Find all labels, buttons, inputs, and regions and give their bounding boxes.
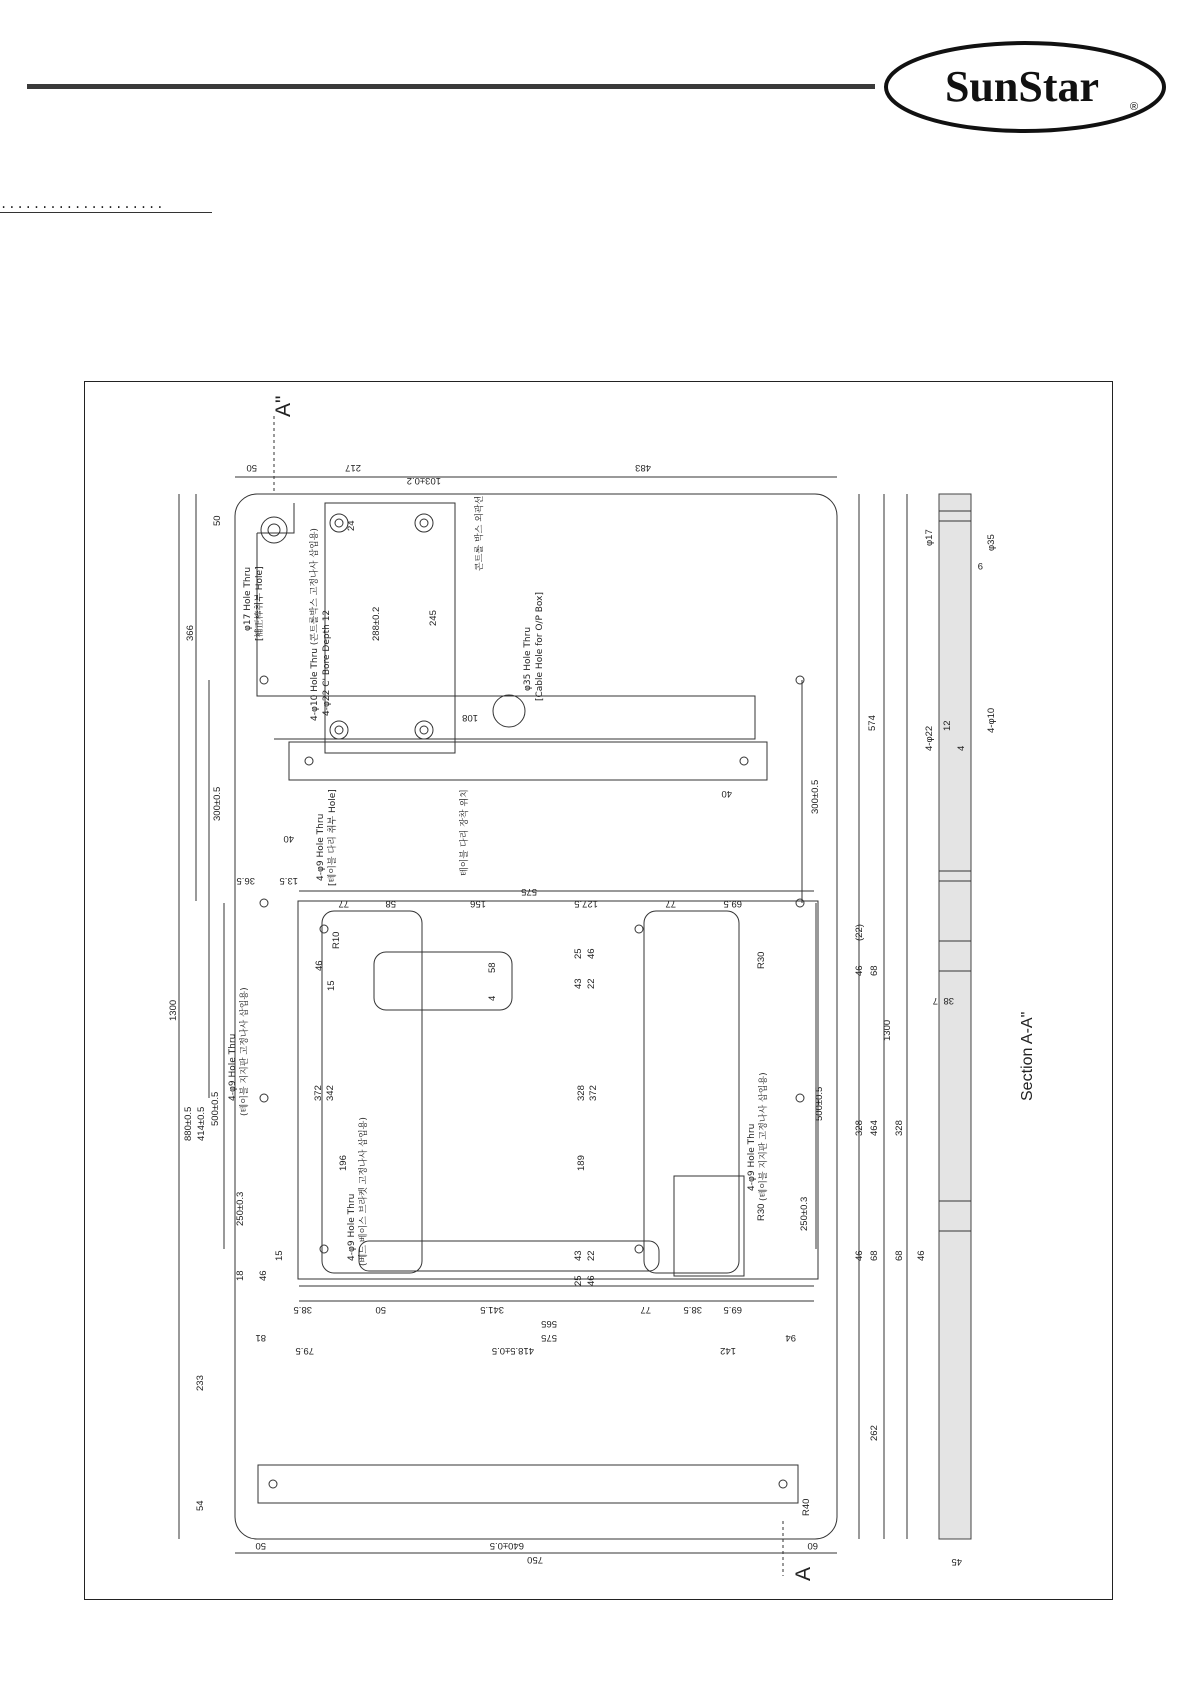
dim-misc: 69.5: [723, 898, 742, 909]
section-marker-top: A": [272, 395, 295, 417]
dim-misc: 69.5: [723, 1304, 742, 1315]
dim-misc: 142: [720, 1345, 736, 1356]
dim-misc: 108: [462, 712, 478, 723]
note-right-holes-sub: (테이블 지지판 고정나사 삽입용): [759, 1072, 769, 1201]
dim-left: 414±0.5: [196, 1106, 207, 1141]
dim-misc: 22: [586, 978, 597, 989]
leg-bar-top: [289, 742, 767, 780]
dim-misc: 81: [255, 1332, 266, 1343]
note-hole-10: 4-φ10 Hole Thru (콘트롤박스 고정나사 삽입용): [310, 528, 320, 721]
dim-top: 103±0.2: [406, 475, 441, 486]
drawing-canvas: [84, 381, 1113, 1600]
dim-misc: 9: [977, 560, 983, 571]
dim-top: 50: [246, 462, 257, 473]
dim-misc: φ35: [986, 534, 997, 551]
dim-misc: 7: [932, 995, 938, 1006]
header-rule: [27, 84, 875, 89]
brand-wordmark: SunStar: [944, 62, 1100, 111]
dim-misc: 127.5: [574, 898, 598, 909]
dim-left: 880±0.5: [183, 1106, 194, 1141]
dim-misc: 40: [283, 833, 294, 844]
dim-misc: 15: [326, 980, 337, 991]
section-leader: ....................: [0, 197, 165, 211]
note-cable-hole: φ35 Hole Thru: [523, 626, 533, 691]
dim-misc: 77: [640, 1304, 651, 1315]
dim-misc: 38.5: [683, 1304, 702, 1315]
section-leader-underline: [0, 212, 212, 213]
dim-misc: R30: [756, 1203, 767, 1221]
dim-misc: 22: [586, 1250, 597, 1261]
dim-misc: R40: [801, 1498, 812, 1516]
note-hole-17-sub: [補正棒취부 Hole]: [255, 566, 265, 641]
dim-misc: 46: [586, 1275, 597, 1286]
dim-right: 262: [869, 1425, 880, 1441]
dim-left: 250±0.3: [235, 1191, 246, 1226]
dim-misc: 77: [665, 898, 676, 909]
dim-misc: 372: [588, 1085, 599, 1101]
dim-misc: 46: [854, 965, 865, 976]
dim-misc: 4-φ10: [986, 707, 997, 733]
dim-right: 328: [854, 1120, 865, 1136]
dim-misc: 189: [576, 1155, 587, 1171]
note-center-holes: 4-φ9 Hole Thru: [347, 1193, 357, 1261]
dim-misc: R30: [756, 951, 767, 969]
dim-misc: 13.5: [279, 875, 298, 886]
dim-left: 50: [212, 515, 223, 526]
section-title: Section A-A": [1019, 1011, 1036, 1101]
dim-misc: 68: [894, 1250, 905, 1261]
dim-misc: 68: [869, 965, 880, 976]
dim-right: 300±0.5: [810, 779, 821, 814]
dim-misc: 50: [375, 1304, 386, 1315]
dim-misc: 12: [942, 720, 953, 731]
dim-bottom: 50: [255, 1540, 266, 1551]
registered-mark: ®: [1130, 101, 1139, 113]
dim-misc: 156: [470, 898, 486, 909]
note-left-holes-sub: (테이블 지지판 고정나사 삽입용): [240, 987, 250, 1116]
section-marker-bottom: A: [792, 1566, 815, 1581]
dim-left: 500±0.5: [210, 1091, 221, 1126]
dim-misc: 46: [916, 1250, 927, 1261]
dim-misc: 43: [573, 1250, 584, 1261]
dim-misc: 43: [573, 978, 584, 989]
dim-misc: 4-φ22: [924, 725, 935, 751]
note-leg-holes-sub: [테이블 다리 취부 Hole]: [328, 789, 338, 886]
dim-misc: 58: [385, 898, 396, 909]
note-control-box-outline: 콘트롤 박스 외곽선: [475, 495, 485, 571]
dim-misc: (22): [854, 924, 865, 941]
dim-misc: R10: [331, 931, 342, 949]
leg-bar-bottom: [258, 1465, 798, 1503]
dim-misc: 341.5: [480, 1304, 504, 1315]
dim-right: 574: [867, 715, 878, 731]
dim-misc: 18: [235, 1270, 246, 1281]
dim-misc: 68: [869, 1250, 880, 1261]
control-box: [325, 503, 455, 753]
dim-misc: 36.5: [236, 875, 255, 886]
note-right-holes: 4-φ9 Hole Thru: [747, 1123, 757, 1191]
dim-bottom: 750: [527, 1554, 543, 1565]
note-cable-hole-sub: [Cable Hole for O/P Box]: [535, 592, 545, 701]
note-left-holes: 4-φ9 Hole Thru: [228, 1033, 238, 1101]
dim-misc: 38: [943, 995, 954, 1006]
dim-misc: 46: [854, 1250, 865, 1261]
dim-misc: 79.5: [295, 1345, 314, 1356]
dim-misc: 24: [346, 520, 357, 531]
dim-misc: 565: [541, 1318, 557, 1329]
dim-misc: 40: [721, 788, 732, 799]
dim-right: 500±0.5: [814, 1086, 825, 1121]
dim-left: 1300: [168, 999, 179, 1021]
dim-left: 54: [195, 1500, 206, 1511]
dim-right: 250±0.3: [799, 1196, 810, 1231]
dim-misc: φ17: [924, 529, 935, 546]
dim-misc: 46: [258, 1270, 269, 1281]
dim-misc: 196: [338, 1155, 349, 1171]
dim-misc: 45: [951, 1556, 962, 1567]
dim-left: 300±0.5: [212, 786, 223, 821]
dim-misc: 288±0.2: [371, 606, 382, 641]
note-leg-position: 테이블 다리 장착 위치: [460, 789, 470, 876]
dim-misc: 372: [313, 1085, 324, 1101]
dim-bottom: 640±0.5: [489, 1540, 524, 1551]
dim-misc: 25: [573, 948, 584, 959]
dim-right: 328: [894, 1120, 905, 1136]
dim-misc: 38.5: [293, 1304, 312, 1315]
note-hole-17: φ17 Hole Thru: [243, 566, 253, 631]
dim-misc: 25: [573, 1275, 584, 1286]
dim-misc: 4: [487, 995, 498, 1001]
dim-left: 366: [185, 625, 196, 641]
sunstar-logo: [880, 38, 1170, 136]
misc-dimensions: [235, 520, 997, 1567]
dim-misc: 15: [274, 1250, 285, 1261]
dim-misc: 418.5±0.5: [491, 1345, 534, 1356]
dim-top: 217: [345, 462, 361, 473]
dim-misc: 4: [956, 745, 967, 751]
dim-misc: 342: [325, 1085, 336, 1101]
note-cbore-22: 4-φ22 C' Bore Depth 12: [322, 609, 332, 716]
dim-misc: 94: [785, 1332, 796, 1343]
note-leg-holes: 4-φ9 Hole Thru: [316, 813, 326, 881]
dim-misc: 575: [521, 886, 537, 897]
dim-right: 464: [869, 1120, 880, 1136]
dim-misc: 575: [541, 1332, 557, 1343]
dim-misc: 46: [586, 948, 597, 959]
dim-misc: 245: [428, 610, 439, 626]
technical-drawing: [84, 381, 1113, 1600]
dim-right: 1300: [882, 1019, 893, 1041]
dim-misc: 77: [338, 898, 349, 909]
dim-top: 483: [635, 462, 651, 473]
dim-misc: 328: [576, 1085, 587, 1101]
dim-bottom: 60: [807, 1540, 818, 1551]
dim-left: 233: [195, 1375, 206, 1391]
dim-misc: 46: [314, 960, 325, 971]
dim-misc: 58: [487, 962, 498, 973]
note-center-holes-sub: (베드 베이스 브라켓 고정나사 삽입용): [359, 1117, 369, 1266]
section-strip: [939, 494, 971, 1539]
